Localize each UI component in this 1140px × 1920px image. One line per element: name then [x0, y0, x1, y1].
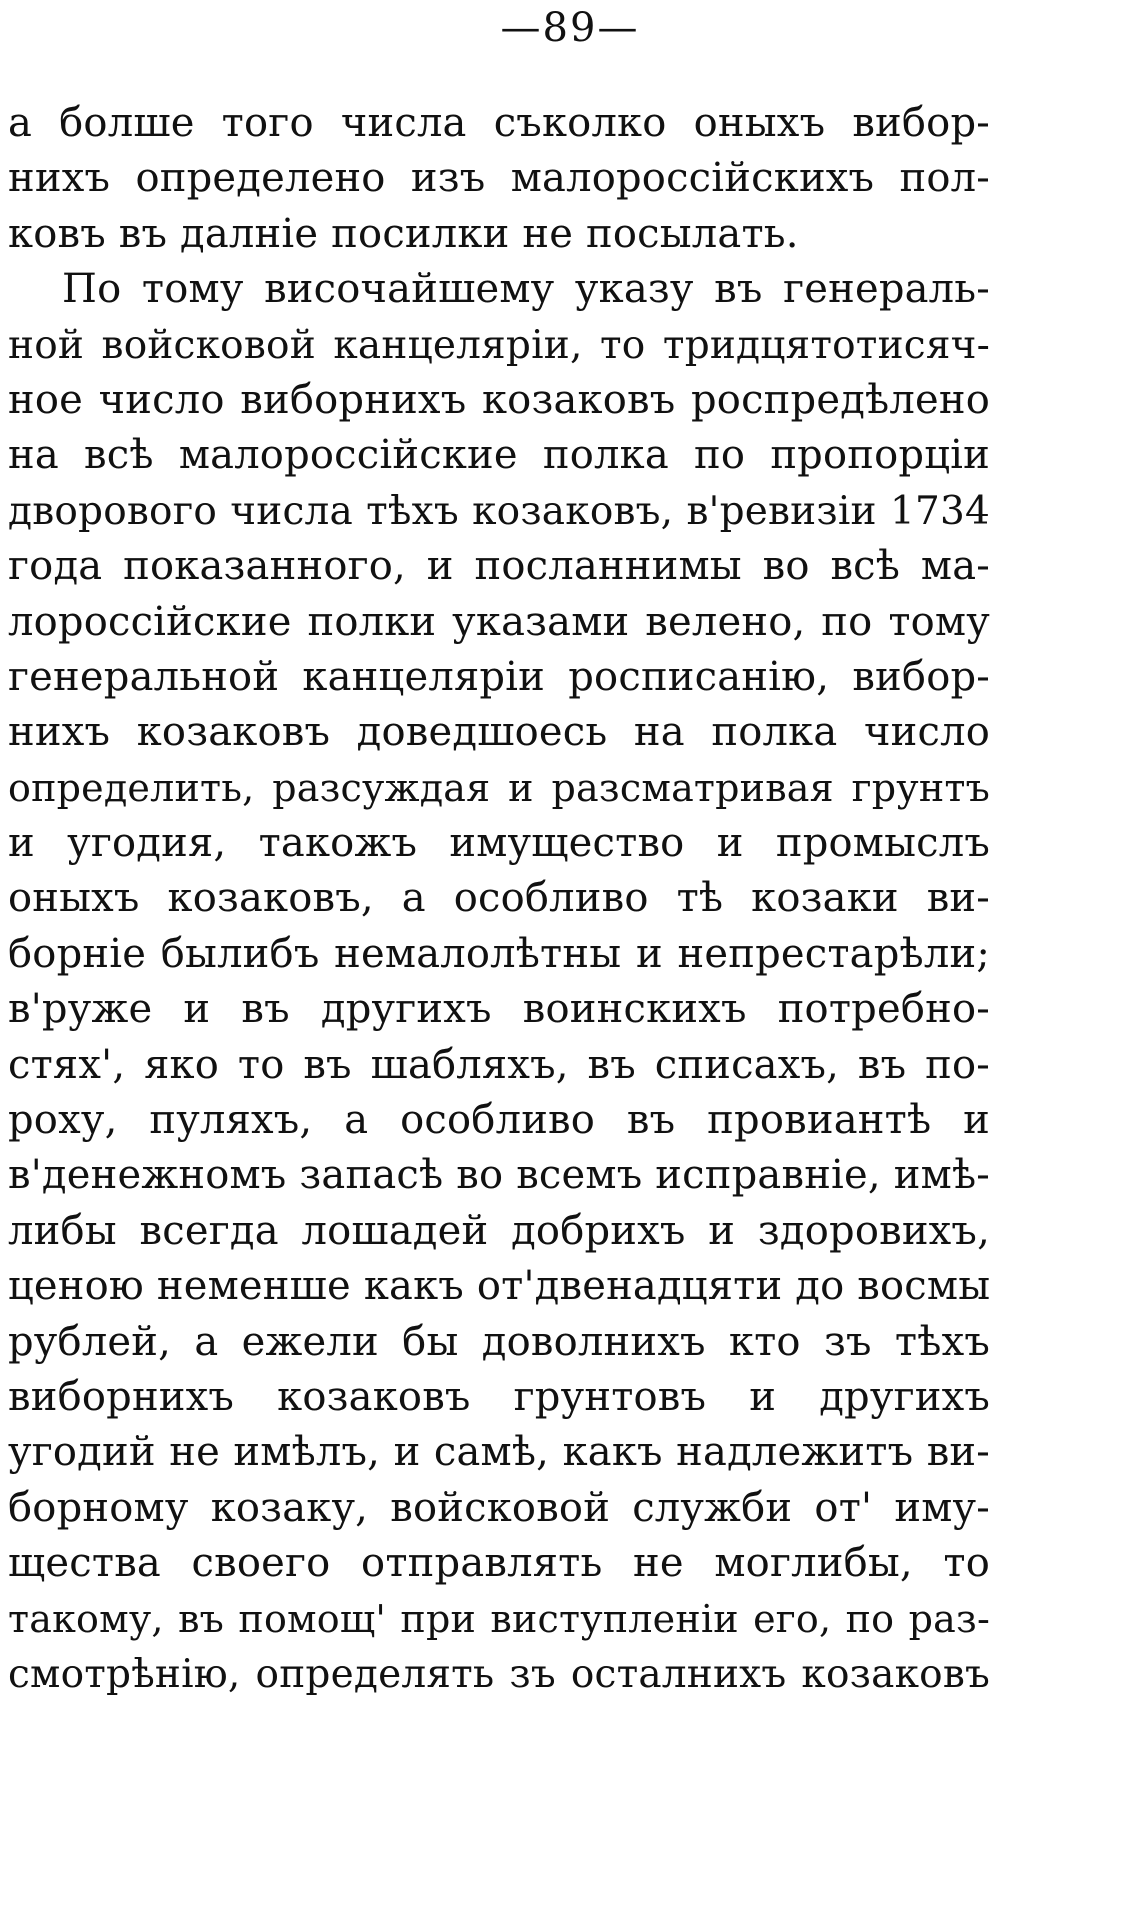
text-line: нихъ козаковъ доведшоесь на полка число	[8, 709, 990, 756]
text-line: ценою неменше какъ от'двенадцяти до восмы	[8, 1263, 991, 1310]
text-line: определить, разсуждая и разсматривая грунтъ	[8, 765, 990, 810]
text-line: ной войсковой канцеляріи, то тридцятотисяч-	[8, 322, 990, 368]
text-line: дворового числа тѣхъ козаковъ, в'ревизіи 1734	[8, 488, 990, 534]
text-line: угодий не имѣлъ, и самѣ, какъ надлежитъ ви-	[8, 1429, 990, 1476]
text-line: такому, въ помощ' при виступленіи его, по раз-	[8, 1596, 990, 1641]
text-line: в'руже и въ другихъ воинскихъ потребно-	[8, 986, 990, 1033]
text-line: генеральной канцеляріи росписанію, вибор-	[8, 653, 990, 700]
text-line: стях', яко то въ шабляхъ, въ списахъ, въ по-	[8, 1041, 990, 1088]
text-line: рублей, а ежели бы доволнихъ кто зъ тѣхъ	[8, 1318, 990, 1365]
text-line: года показанного, и посланнимы во всѣ ма-	[8, 543, 990, 590]
text-line: борніе былибъ немалолѣтны и непрестарѣли;	[8, 930, 990, 977]
text-line: на всѣ малороссійские полка по пропорціи	[8, 432, 990, 479]
text-line: виборнихъ козаковъ грунтовъ и другихъ	[8, 1373, 990, 1420]
page-number: —89—	[500, 5, 640, 51]
text-line: роху, пуляхъ, а особливо въ провиантѣ и	[8, 1097, 990, 1144]
text-line: щества своего отправлять не моглибы, то	[8, 1540, 990, 1587]
text-line: ковъ въ далніе посилки не посылать.	[8, 210, 799, 257]
text-line: либы всегда лошадей добрихъ и здоровихъ,	[8, 1207, 990, 1254]
text-line: а болше того числа съколко оныхъ вибор-	[8, 100, 990, 146]
text-line: в'денежномъ запасѣ во всемъ исправніе, имѣ-	[8, 1152, 990, 1199]
text-line: нихъ определено изъ малороссійскихъ пол-	[8, 155, 990, 202]
text-line: По тому височайшему указу въ генераль-	[62, 266, 990, 313]
text-line: смотрѣнію, определять зъ осталнихъ козаковъ	[8, 1651, 990, 1697]
text-line: и угодия, такожъ имущество и промыслъ	[8, 820, 990, 867]
text-line: борному козаку, войсковой служби от' иму-	[8, 1484, 990, 1531]
text-line: ное число виборнихъ козаковъ роспредѣлено	[8, 376, 990, 423]
body-text	[0, 96, 1140, 1702]
text-line: оныхъ козаковъ, а особливо тѣ козаки ви-	[8, 875, 990, 922]
text-line: лороссійские полки указами велено, по тому	[8, 598, 990, 645]
